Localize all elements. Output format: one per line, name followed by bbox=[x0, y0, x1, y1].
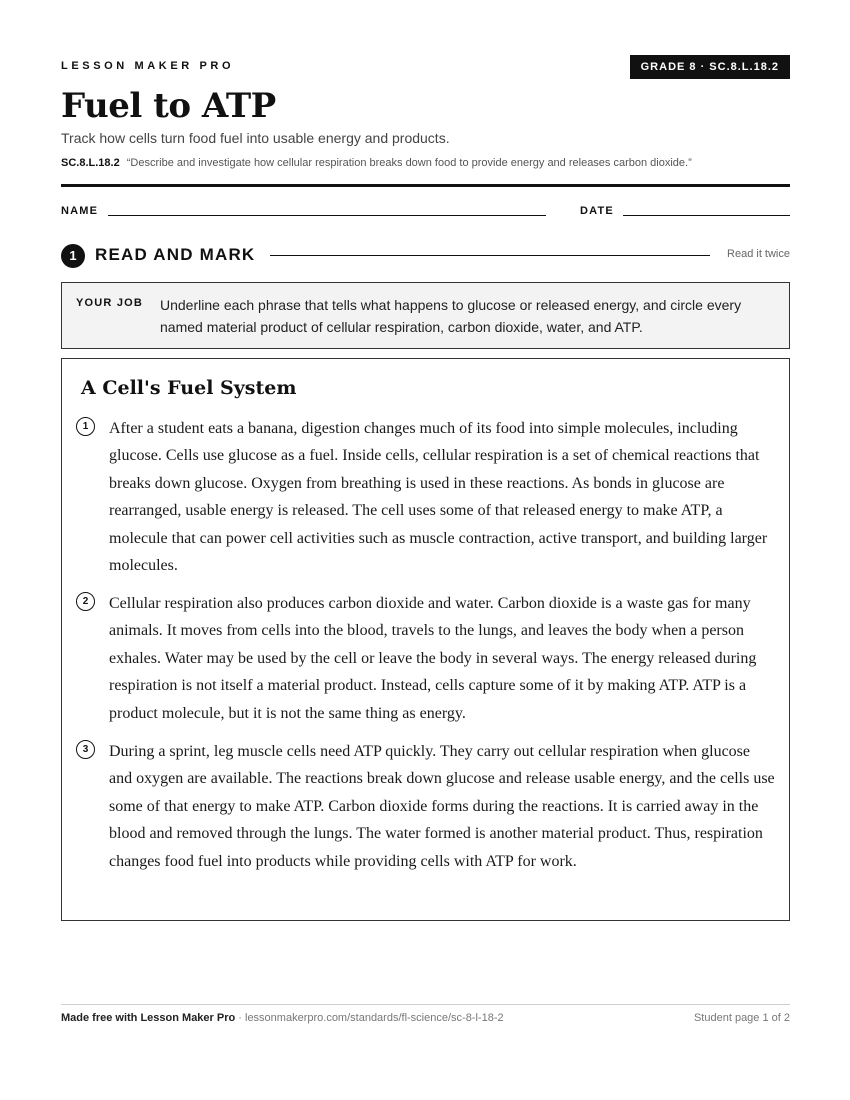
section-rule bbox=[270, 255, 710, 256]
standard-code: SC.8.L.18.2 bbox=[61, 157, 120, 169]
footer-divider bbox=[61, 1004, 790, 1005]
paragraph-text[interactable]: Cellular respiration also produces carbon dioxide and water. Carbon dioxide is a waste gas for many animals. It moves from cells into the blood, travels to the lungs, and leaves the body when a person exhales. Water may be used by the cell or leave the body in several ways. The energy released during respiration is not itself a material product. Instead, cells capture some of it by making ATP. ATP is a product molecule, but it is not the same thing as energy. bbox=[109, 595, 757, 722]
page-title: Fuel to ATP bbox=[61, 86, 276, 126]
date-field[interactable] bbox=[623, 215, 790, 216]
footer-separator: · bbox=[235, 1012, 245, 1024]
page-footer bbox=[61, 1012, 790, 1024]
page-count: Student page 1 of 2 bbox=[693, 1012, 790, 1024]
footer-url[interactable]: lessonmakerpro.com/standards/fl-science/sc-8-l-18-2 bbox=[245, 1012, 504, 1024]
footer-credit: Made free with Lesson Maker Pro bbox=[61, 1012, 236, 1024]
paragraph-number: 3 bbox=[76, 740, 95, 759]
reading-passage bbox=[61, 358, 790, 921]
standard-line bbox=[61, 157, 692, 169]
top-bar bbox=[61, 55, 790, 79]
instructions-text: Underline each phrase that tells what happens to glucose or released energy, and circle every named material product of cellular respiration, carbon dioxide, water, and ATP. bbox=[160, 297, 742, 335]
section-note: Read it twice bbox=[727, 248, 790, 260]
paragraph-number: 2 bbox=[76, 592, 95, 611]
section-title: READ AND MARK bbox=[95, 245, 256, 264]
name-field[interactable] bbox=[108, 215, 546, 216]
header-divider bbox=[61, 184, 790, 187]
instructions-box bbox=[61, 282, 790, 349]
instructions-label: YOUR JOB bbox=[76, 297, 144, 309]
grade-badge: GRADE 8 · SC.8.L.18.2 bbox=[630, 55, 790, 79]
name-label: NAME bbox=[61, 205, 99, 217]
page-subtitle: Track how cells turn food fuel into usable energy and products. bbox=[61, 130, 450, 146]
paragraph-number: 1 bbox=[76, 417, 95, 436]
section-header bbox=[61, 243, 790, 269]
brand-name: LESSON MAKER PRO bbox=[61, 60, 235, 72]
standard-text: “Describe and investigate how cellular respiration breaks down food to provide energy and releases carbon dioxide.” bbox=[126, 157, 692, 169]
date-label: DATE bbox=[580, 205, 614, 217]
paragraph-text[interactable]: During a sprint, leg muscle cells need ATP quickly. They carry out cellular respiration when glucose and oxygen are available. The reactions break down glucose and release usable energy, and the cells use some of that energy to make ATP. Carbon dioxide forms during the reactions. It is carried away in the blood and removed through the lungs. The water formed is another material product. Thus, respiration changes food fuel into products while providing cells with ATP for work. bbox=[109, 743, 775, 870]
section-number-badge: 1 bbox=[61, 244, 85, 268]
paragraph-text[interactable]: After a student eats a banana, digestion changes much of its food into simple molecules, including glucose. Cells use glucose as a fuel. Inside cells, cellular respiration is a set of chemical reactions that breaks down glucose. Oxygen from breathing is used in these reactions. As bonds in glucose are rearranged, usable energy is released. The cell uses some of that released energy to make ATP, a molecule that can power cell activities such as muscle contraction, active transport, and building larger molecules. bbox=[109, 420, 768, 575]
passage-title: A Cell's Fuel System bbox=[81, 377, 297, 399]
